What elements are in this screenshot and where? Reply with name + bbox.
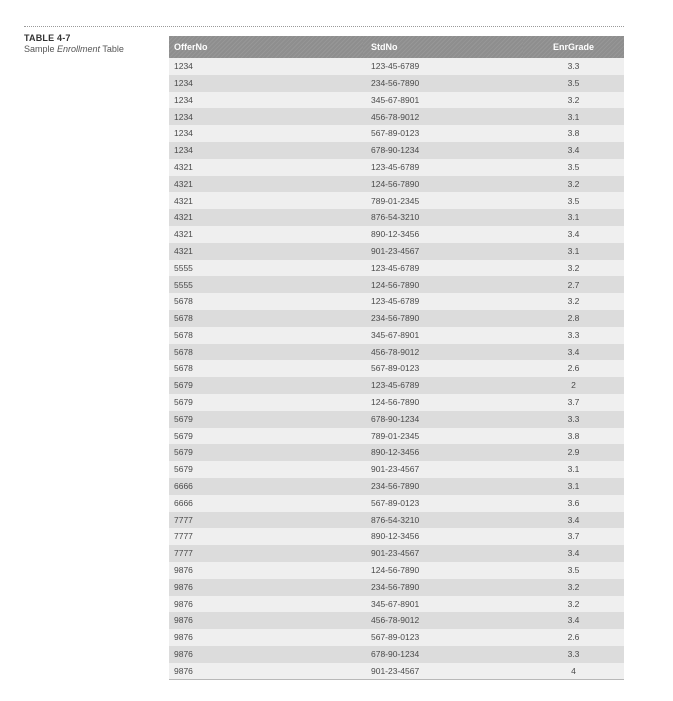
cell-offerno: 9876 [169, 612, 363, 629]
cell-offerno: 4321 [169, 226, 363, 243]
table-body [169, 58, 624, 680]
cell-offerno: 5679 [169, 411, 363, 428]
table-row [169, 92, 624, 109]
cell-stdno: 123-45-6789 [363, 260, 523, 277]
cell-enrgrade: 3.1 [523, 209, 624, 226]
cell-enrgrade: 3.8 [523, 125, 624, 142]
cell-enrgrade: 3.2 [523, 579, 624, 596]
cell-stdno: 124-56-7890 [363, 276, 523, 293]
cell-offerno: 4321 [169, 192, 363, 209]
cell-stdno: 345-67-8901 [363, 596, 523, 613]
cell-enrgrade: 3.3 [523, 646, 624, 663]
cell-enrgrade: 2.7 [523, 276, 624, 293]
cell-offerno: 1234 [169, 142, 363, 159]
table-row [169, 562, 624, 579]
cell-offerno: 9876 [169, 579, 363, 596]
table-row [169, 108, 624, 125]
table-row [169, 327, 624, 344]
cell-enrgrade: 3.5 [523, 159, 624, 176]
cell-enrgrade: 3.1 [523, 108, 624, 125]
cell-offerno: 5555 [169, 276, 363, 293]
cell-offerno: 9876 [169, 596, 363, 613]
cell-offerno: 1234 [169, 108, 363, 125]
cell-offerno: 1234 [169, 125, 363, 142]
cell-enrgrade: 3.2 [523, 293, 624, 310]
cell-stdno: 890-12-3456 [363, 444, 523, 461]
cell-stdno: 345-67-8901 [363, 327, 523, 344]
cell-enrgrade: 2.9 [523, 444, 624, 461]
cell-enrgrade: 3.1 [523, 243, 624, 260]
cell-offerno: 5678 [169, 310, 363, 327]
enrollment-table-container [169, 36, 624, 680]
cell-enrgrade: 2 [523, 377, 624, 394]
cell-enrgrade: 3.2 [523, 596, 624, 613]
cell-offerno: 5678 [169, 344, 363, 361]
table-caption [24, 33, 164, 55]
cell-offerno: 9876 [169, 629, 363, 646]
table-row [169, 444, 624, 461]
cell-stdno: 567-89-0123 [363, 125, 523, 142]
cell-stdno: 456-78-9012 [363, 108, 523, 125]
cell-stdno: 789-01-2345 [363, 192, 523, 209]
table-row [169, 512, 624, 529]
cell-stdno: 123-45-6789 [363, 58, 523, 75]
cell-stdno: 901-23-4567 [363, 461, 523, 478]
cell-stdno: 901-23-4567 [363, 545, 523, 562]
table-row [169, 243, 624, 260]
table-row [169, 58, 624, 75]
cell-enrgrade: 3.2 [523, 260, 624, 277]
cell-offerno: 5679 [169, 461, 363, 478]
cell-stdno: 789-01-2345 [363, 428, 523, 445]
enrollment-table [169, 36, 624, 680]
cell-stdno: 234-56-7890 [363, 75, 523, 92]
caption-suffix: Table [100, 44, 124, 54]
table-row [169, 276, 624, 293]
cell-stdno: 567-89-0123 [363, 495, 523, 512]
cell-stdno: 876-54-3210 [363, 209, 523, 226]
table-row [169, 646, 624, 663]
cell-offerno: 6666 [169, 478, 363, 495]
table-row [169, 226, 624, 243]
table-row [169, 596, 624, 613]
cell-stdno: 234-56-7890 [363, 478, 523, 495]
cell-enrgrade: 3.7 [523, 394, 624, 411]
table-row [169, 209, 624, 226]
table-row [169, 176, 624, 193]
table-row [169, 461, 624, 478]
cell-stdno: 678-90-1234 [363, 411, 523, 428]
table-row [169, 377, 624, 394]
cell-stdno: 124-56-7890 [363, 176, 523, 193]
cell-offerno: 5678 [169, 327, 363, 344]
table-description [24, 44, 164, 55]
cell-offerno: 5679 [169, 394, 363, 411]
cell-offerno: 5678 [169, 360, 363, 377]
table-row [169, 545, 624, 562]
cell-enrgrade: 3.1 [523, 478, 624, 495]
cell-offerno: 7777 [169, 528, 363, 545]
cell-stdno: 124-56-7890 [363, 394, 523, 411]
table-row [169, 142, 624, 159]
cell-offerno: 1234 [169, 58, 363, 75]
caption-italic: Enrollment [57, 44, 101, 54]
cell-stdno: 456-78-9012 [363, 344, 523, 361]
table-row [169, 478, 624, 495]
cell-enrgrade: 3.4 [523, 545, 624, 562]
cell-offerno: 5679 [169, 428, 363, 445]
table-row [169, 579, 624, 596]
cell-stdno: 123-45-6789 [363, 159, 523, 176]
cell-stdno: 890-12-3456 [363, 226, 523, 243]
table-row [169, 411, 624, 428]
cell-stdno: 901-23-4567 [363, 663, 523, 680]
cell-offerno: 5679 [169, 377, 363, 394]
table-row [169, 360, 624, 377]
cell-offerno: 4321 [169, 209, 363, 226]
cell-offerno: 6666 [169, 495, 363, 512]
cell-stdno: 901-23-4567 [363, 243, 523, 260]
cell-enrgrade: 3.4 [523, 142, 624, 159]
cell-enrgrade: 3.3 [523, 327, 624, 344]
table-row [169, 75, 624, 92]
table-header-row [169, 36, 624, 58]
table-row [169, 310, 624, 327]
table-row [169, 428, 624, 445]
cell-enrgrade: 3.7 [523, 528, 624, 545]
table-label: TABLE 4-7 [24, 33, 71, 43]
cell-offerno: 4321 [169, 176, 363, 193]
dotted-divider [24, 26, 624, 27]
cell-offerno: 5678 [169, 293, 363, 310]
header-stdno: StdNo [363, 36, 523, 58]
cell-offerno: 1234 [169, 75, 363, 92]
cell-offerno: 5679 [169, 444, 363, 461]
cell-offerno: 7777 [169, 512, 363, 529]
cell-enrgrade: 3.8 [523, 428, 624, 445]
table-row [169, 192, 624, 209]
table-row [169, 528, 624, 545]
table-row [169, 495, 624, 512]
cell-enrgrade: 3.6 [523, 495, 624, 512]
cell-stdno: 567-89-0123 [363, 360, 523, 377]
cell-stdno: 678-90-1234 [363, 142, 523, 159]
table-row [169, 260, 624, 277]
cell-stdno: 234-56-7890 [363, 579, 523, 596]
cell-enrgrade: 3.4 [523, 344, 624, 361]
cell-enrgrade: 2.6 [523, 360, 624, 377]
header-enrgrade: EnrGrade [523, 36, 624, 58]
cell-enrgrade: 2.8 [523, 310, 624, 327]
cell-enrgrade: 3.4 [523, 226, 624, 243]
cell-offerno: 9876 [169, 663, 363, 680]
cell-stdno: 876-54-3210 [363, 512, 523, 529]
cell-stdno: 123-45-6789 [363, 293, 523, 310]
cell-enrgrade: 3.2 [523, 176, 624, 193]
cell-offerno: 9876 [169, 562, 363, 579]
cell-stdno: 124-56-7890 [363, 562, 523, 579]
cell-offerno: 5555 [169, 260, 363, 277]
cell-enrgrade: 3.3 [523, 411, 624, 428]
cell-enrgrade: 3.2 [523, 92, 624, 109]
table-row [169, 663, 624, 680]
cell-offerno: 7777 [169, 545, 363, 562]
cell-enrgrade: 2.6 [523, 629, 624, 646]
cell-enrgrade: 3.1 [523, 461, 624, 478]
cell-enrgrade: 3.5 [523, 192, 624, 209]
cell-stdno: 456-78-9012 [363, 612, 523, 629]
cell-stdno: 678-90-1234 [363, 646, 523, 663]
caption-prefix: Sample [24, 44, 58, 54]
cell-offerno: 4321 [169, 159, 363, 176]
table-row [169, 293, 624, 310]
cell-enrgrade: 4 [523, 663, 624, 680]
cell-stdno: 567-89-0123 [363, 629, 523, 646]
cell-enrgrade: 3.3 [523, 58, 624, 75]
cell-stdno: 123-45-6789 [363, 377, 523, 394]
table-row [169, 159, 624, 176]
table-row [169, 629, 624, 646]
cell-enrgrade: 3.5 [523, 75, 624, 92]
table-row [169, 612, 624, 629]
cell-offerno: 1234 [169, 92, 363, 109]
cell-offerno: 9876 [169, 646, 363, 663]
header-offerno: OfferNo [169, 36, 363, 58]
cell-stdno: 345-67-8901 [363, 92, 523, 109]
cell-offerno: 4321 [169, 243, 363, 260]
table-row [169, 394, 624, 411]
table-row [169, 125, 624, 142]
table-row [169, 344, 624, 361]
cell-enrgrade: 3.5 [523, 562, 624, 579]
cell-enrgrade: 3.4 [523, 612, 624, 629]
cell-enrgrade: 3.4 [523, 512, 624, 529]
cell-stdno: 890-12-3456 [363, 528, 523, 545]
cell-stdno: 234-56-7890 [363, 310, 523, 327]
